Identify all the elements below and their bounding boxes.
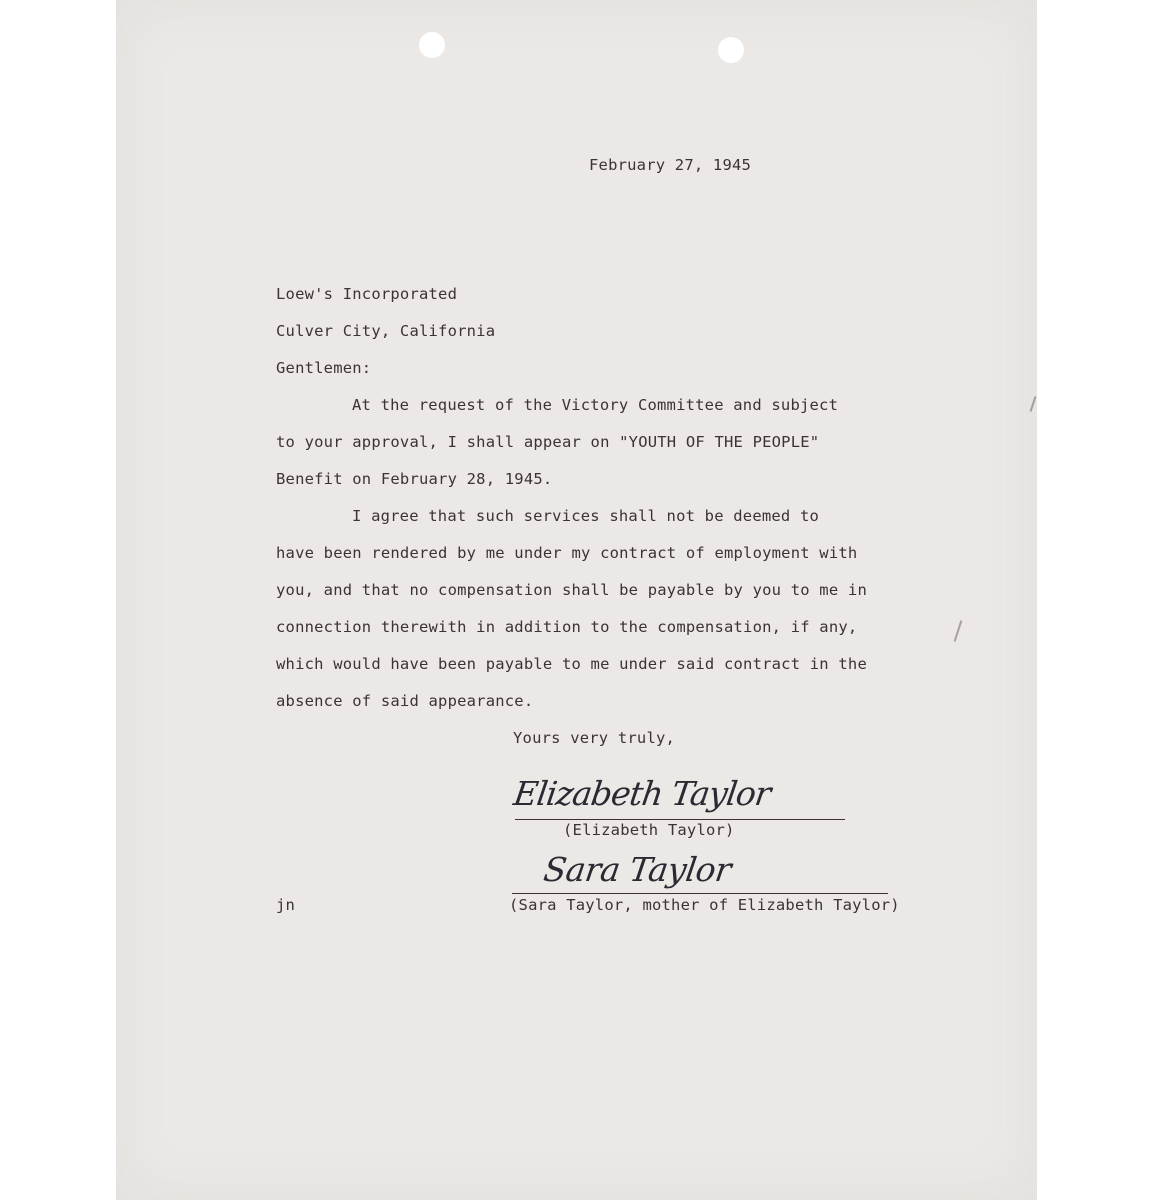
letter-date: February 27, 1945 bbox=[589, 156, 752, 174]
margin-mark bbox=[1030, 396, 1037, 412]
paragraph1-line: At the request of the Victory Committee and subject bbox=[352, 396, 839, 414]
signature-line bbox=[512, 893, 888, 894]
paragraph2-line: connection therewith in addition to the compensation, if any, bbox=[276, 618, 858, 636]
paragraph2-line: I agree that such services shall not be deemed to bbox=[352, 507, 820, 525]
paragraph2-line: you, and that no compensation shall be payable by you to me in bbox=[276, 581, 867, 599]
recipient-city: Culver City, California bbox=[276, 322, 496, 340]
punch-hole-left bbox=[419, 32, 445, 58]
paragraph1-line: Benefit on February 28, 1945. bbox=[276, 470, 553, 488]
paragraph2-line: have been rendered by me under my contract of employment with bbox=[276, 544, 858, 562]
signature-sara-taylor: Sara Taylor bbox=[541, 850, 734, 889]
closing: Yours very truly, bbox=[513, 729, 676, 747]
recipient-name: Loew's Incorporated bbox=[276, 285, 458, 303]
signature-elizabeth-taylor: Elizabeth Taylor bbox=[511, 774, 773, 813]
typed-name-sara: (Sara Taylor, mother of Elizabeth Taylor) bbox=[509, 896, 900, 914]
punch-hole-right bbox=[718, 37, 744, 63]
paragraph2-line: which would have been payable to me under said contract in the bbox=[276, 655, 867, 673]
typed-name-elizabeth: (Elizabeth Taylor) bbox=[563, 821, 735, 839]
margin-mark bbox=[954, 620, 963, 642]
letter-page bbox=[116, 0, 1037, 1200]
typist-initials: jn bbox=[276, 896, 296, 914]
paragraph1-line: to your approval, I shall appear on "YOUTH OF THE PEOPLE" bbox=[276, 433, 820, 451]
salutation: Gentlemen: bbox=[276, 359, 372, 377]
signature-line bbox=[515, 819, 845, 820]
paragraph2-line: absence of said appearance. bbox=[276, 692, 534, 710]
